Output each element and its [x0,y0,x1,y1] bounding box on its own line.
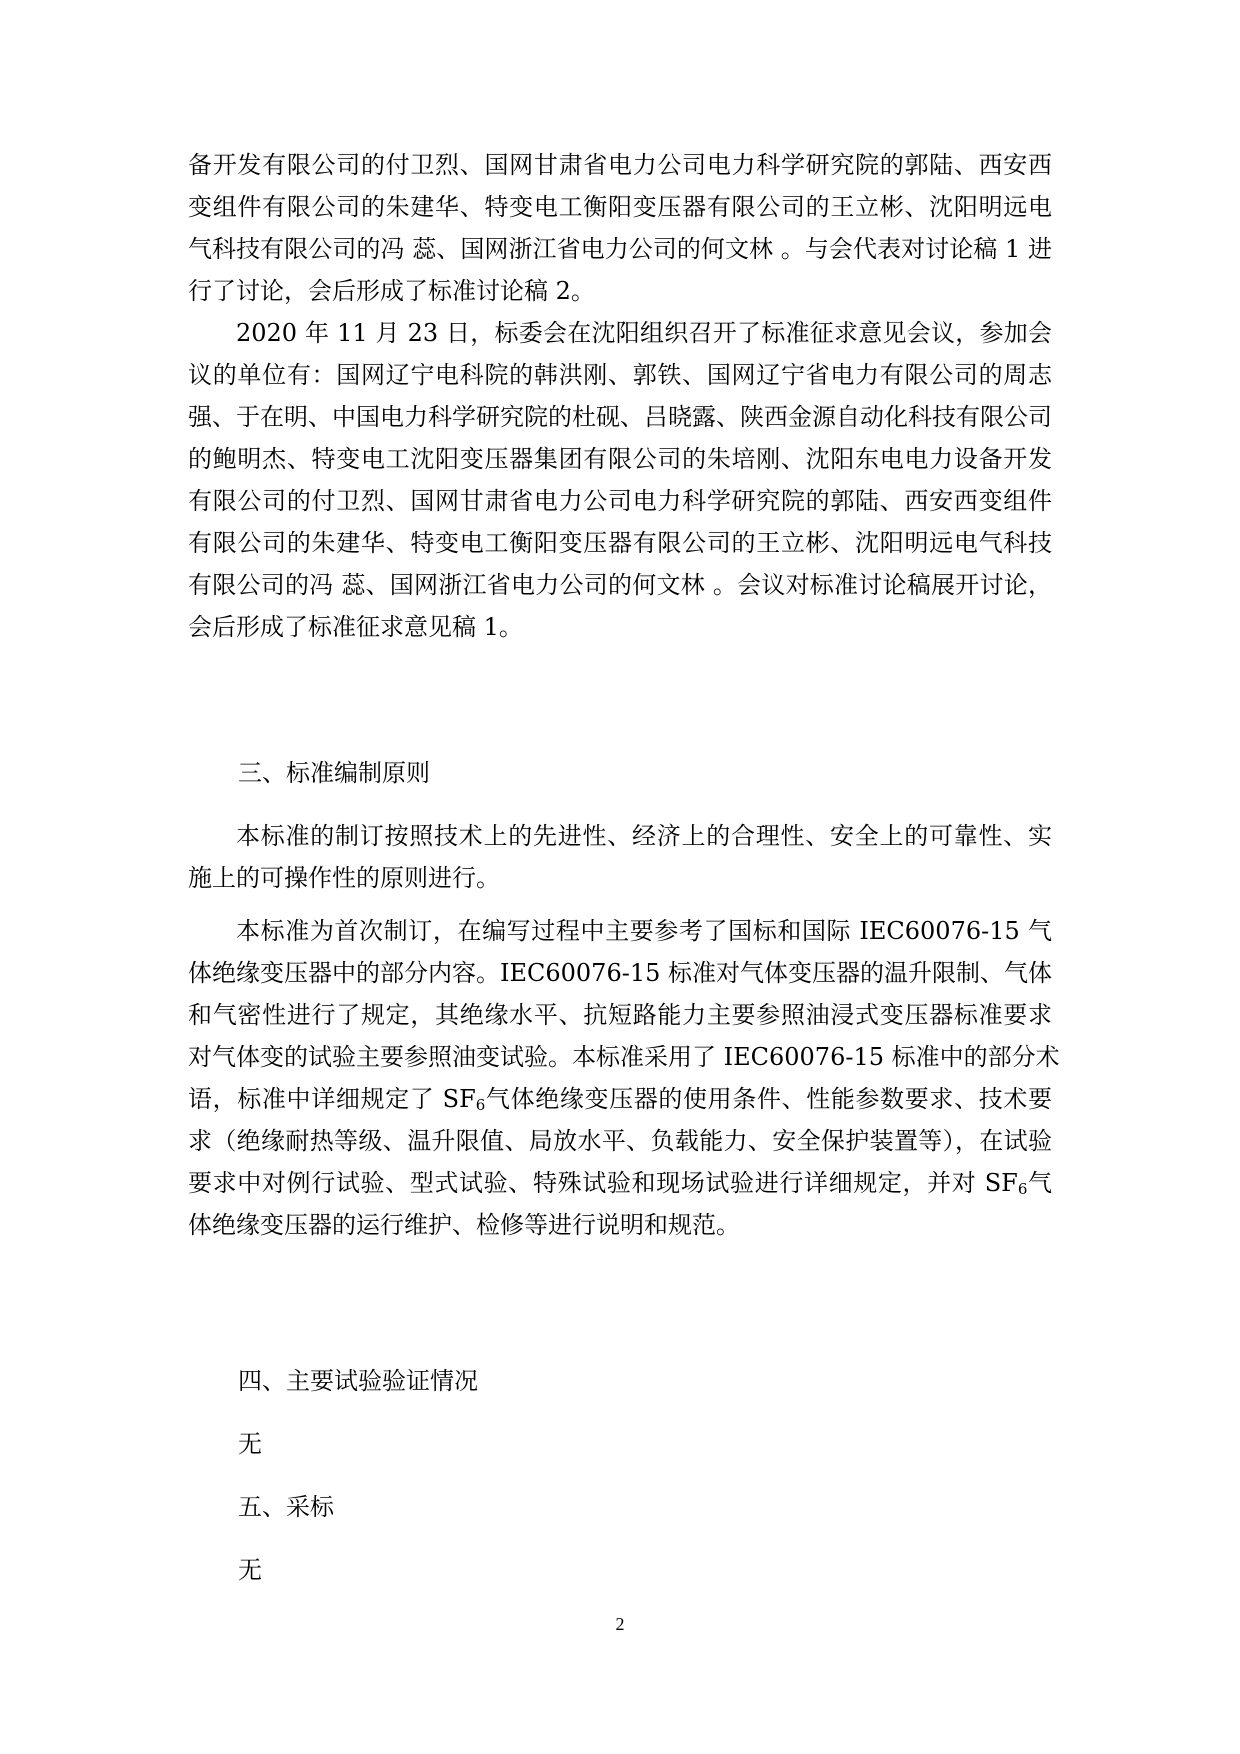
paragraph-continuation [188,144,1052,312]
text-line: 对气体变的试验主要参照油变试验。本标准采用了 IEC60076-15 标准中的部分术 [188,1043,1060,1071]
text-line: 行了讨论，会后形成了标准讨论稿 2。 [188,277,595,305]
text-segment: 要求中对例行试验、型式试验、特殊试验和现场试验进行详细规定，并对 SF [188,1169,1018,1197]
text-line: 有限公司的冯 蕊、国网浙江省电力公司的何文林 。会议对标准讨论稿展开讨论， [188,571,1052,599]
text-line: 求（绝缘耐热等级、温升限值、局放水平、负载能力、安全保护装置等），在试验 [188,1127,1052,1155]
text-line: 本标准为首次制订，在编写过程中主要参考了国标和国际 IEC60076-15 气 [236,917,1052,945]
text-line: 体绝缘变压器的运行维护、检修等进行说明和规范。 [188,1211,740,1239]
text-line-sf6 [188,1078,1052,1120]
text-segment: 语，标准中详细规定了 SF [188,1085,476,1113]
text-line: 的鲍明杰、特变电工沈阳变压器集团有限公司的朱培刚、沈阳东电电力设备开发 [188,445,1052,473]
subscript-6: 6 [1017,1180,1028,1198]
text-line: 和气密性进行了规定，其绝缘水平、抗短路能力主要参照油浸式变压器标准要求 [188,1001,1052,1029]
text-line: 变组件有限公司的朱建华、特变电工衡阳变压器有限公司的王立彬、沈阳明远电 [188,193,1052,221]
text-line: 体绝缘变压器中的部分内容。IEC60076-15 标准对气体变压器的温升限制、气体 [188,959,1052,987]
paragraph-drafting-references [188,910,1060,1246]
section-content-test-verification: 无 [238,1430,262,1458]
text-line: 有限公司的朱建华、特变电工衡阳变压器有限公司的王立彬、沈阳明远电气科技 [188,529,1052,557]
text-line: 会后形成了标准征求意见稿 1。 [188,613,523,641]
section-heading-test-verification: 四、主要试验验证情况 [238,1367,478,1395]
text-line: 气科技有限公司的冯 蕊、国网浙江省电力公司的何文林 。与会代表对讨论稿 1 进 [188,235,1052,263]
section-content-adoption: 无 [238,1556,262,1584]
text-line: 本标准的制订按照技术上的先进性、经济上的合理性、安全上的可靠性、实 [236,822,1052,850]
text-line: 2020 年 11 月 23 日，标委会在沈阳组织召开了标准征求意见会议，参加会 [236,319,1052,347]
text-line: 议的单位有：国网辽宁电科院的韩洪刚、郭铁、国网辽宁省电力有限公司的周志 [188,361,1052,389]
subscript-6: 6 [475,1096,486,1114]
paragraph-principles [188,815,1052,899]
text-line: 有限公司的付卫烈、国网甘肃省电力公司电力科学研究院的郭陆、西安西变组件 [188,487,1052,515]
text-line-sf6 [188,1162,1052,1204]
text-line: 备开发有限公司的付卫烈、国网甘肃省电力公司电力科学研究院的郭陆、西安西 [188,151,1052,179]
text-line: 施上的可操作性的原则进行。 [188,864,500,892]
paragraph-meeting [188,312,1052,648]
text-segment: 气 [1027,1169,1052,1197]
section-heading-adoption: 五、采标 [238,1493,334,1521]
text-line: 强、于在明、中国电力科学研究院的杜砚、吕晓露、陕西金源自动化科技有限公司 [188,403,1052,431]
text-segment: 气体绝缘变压器的使用条件、性能参数要求、技术要 [485,1085,1052,1113]
page-number: 2 [615,1614,625,1634]
section-heading-principles: 三、标准编制原则 [238,759,430,787]
